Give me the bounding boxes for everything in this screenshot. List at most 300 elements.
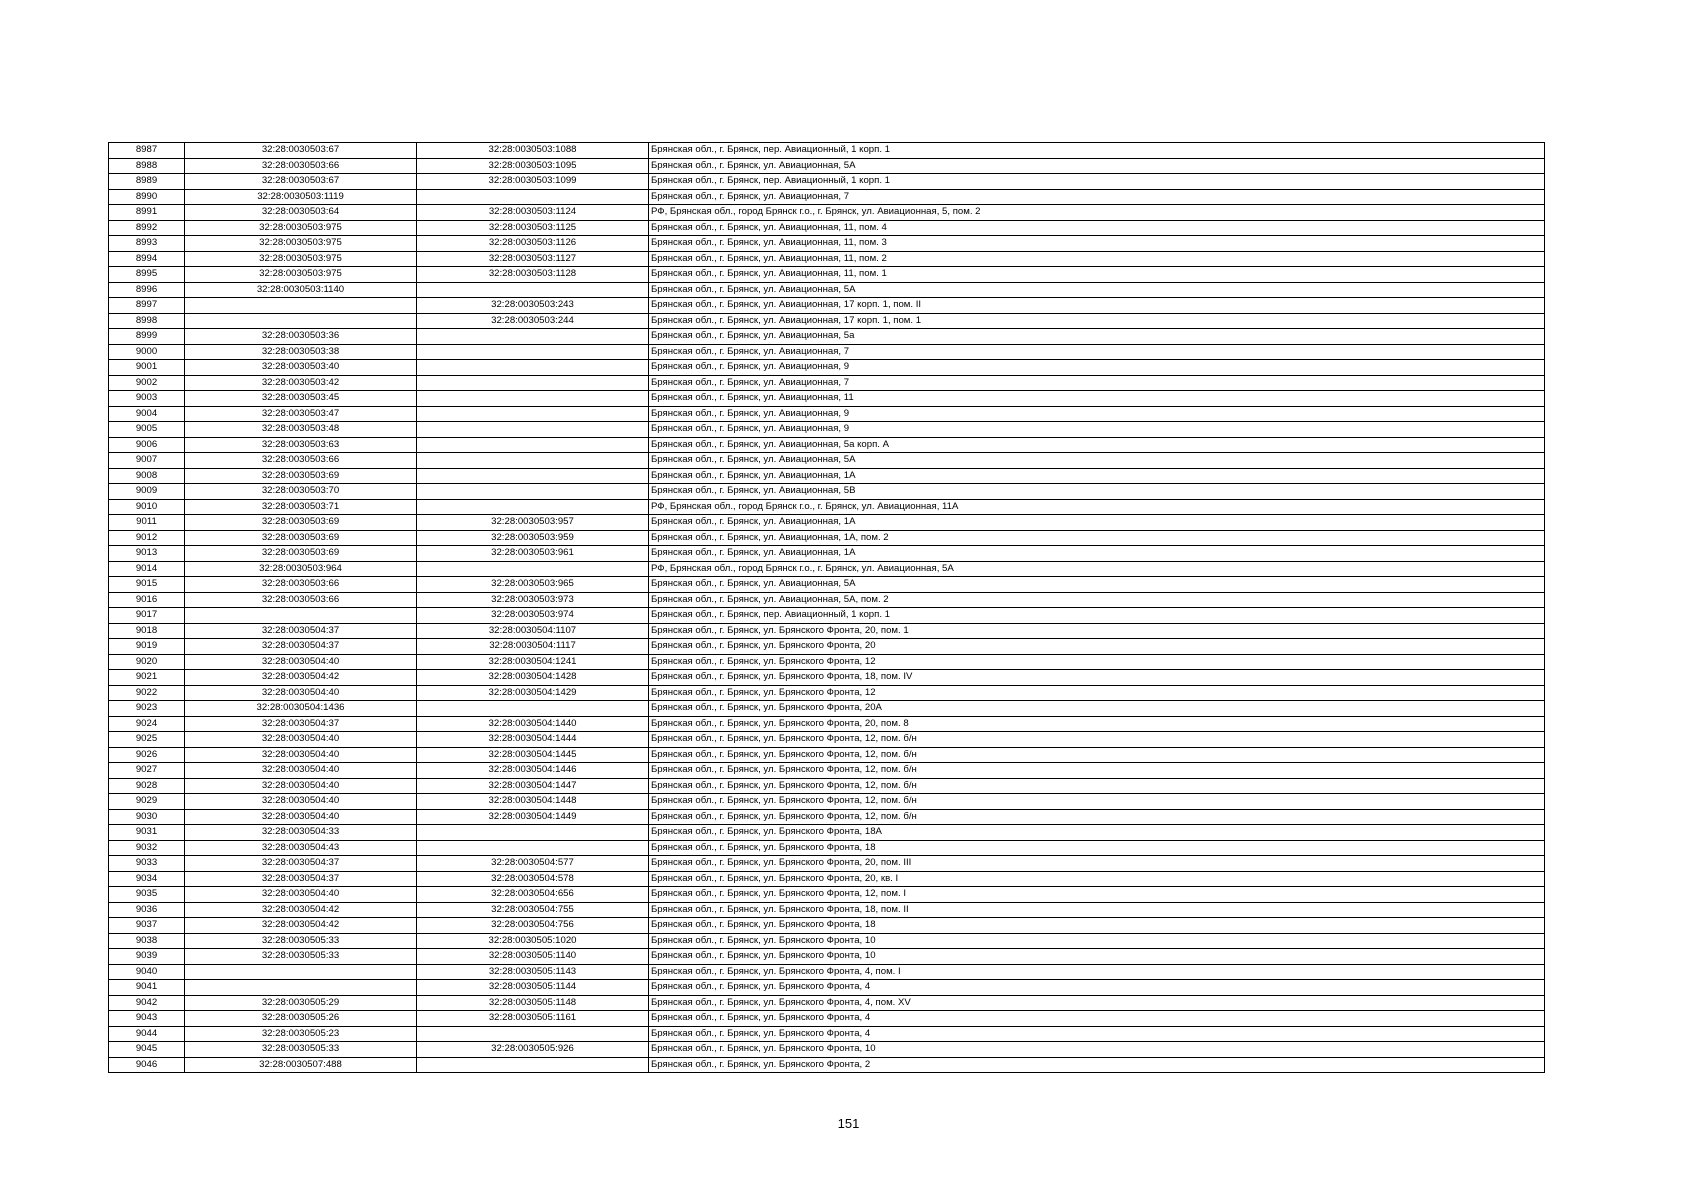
object-cadastral-number-cell: 32:28:0030503:1099 [417, 174, 649, 190]
object-cadastral-number-cell [417, 840, 649, 856]
address-cell: Брянская обл., г. Брянск, ул. Брянского Фронта, 18, пом. II [649, 902, 1545, 918]
address-cell: Брянская обл., г. Брянск, ул. Брянского Фронта, 12, пом. б/н [649, 747, 1545, 763]
address-cell: Брянская обл., г. Брянск, ул. Авиационная, 1А [649, 546, 1545, 562]
address-cell: Брянская обл., г. Брянск, ул. Брянского Фронта, 12, пом. б/н [649, 809, 1545, 825]
row-number-cell: 8998 [109, 313, 185, 329]
row-number-cell: 9009 [109, 484, 185, 500]
land-cadastral-number-cell [185, 964, 417, 980]
land-cadastral-number-cell: 32:28:0030503:63 [185, 437, 417, 453]
table-row [109, 546, 1545, 562]
row-number-cell: 9030 [109, 809, 185, 825]
land-cadastral-number-cell: 32:28:0030503:64 [185, 205, 417, 221]
address-cell: Брянская обл., г. Брянск, ул. Брянского Фронта, 18 [649, 840, 1545, 856]
address-cell: Брянская обл., г. Брянск, ул. Брянского Фронта, 4 [649, 980, 1545, 996]
table-row [109, 391, 1545, 407]
land-cadastral-number-cell: 32:28:0030503:66 [185, 453, 417, 469]
address-cell: Брянская обл., г. Брянск, ул. Брянского Фронта, 18, пом. IV [649, 670, 1545, 686]
object-cadastral-number-cell [417, 1057, 649, 1073]
table-row [109, 732, 1545, 748]
table-row [109, 375, 1545, 391]
table-row [109, 174, 1545, 190]
address-cell: Брянская обл., г. Брянск, ул. Брянского Фронта, 4 [649, 1026, 1545, 1042]
object-cadastral-number-cell [417, 360, 649, 376]
object-cadastral-number-cell [417, 468, 649, 484]
object-cadastral-number-cell [417, 701, 649, 717]
land-cadastral-number-cell: 32:28:0030503:67 [185, 174, 417, 190]
object-cadastral-number-cell: 32:28:0030504:1445 [417, 747, 649, 763]
address-cell: Брянская обл., г. Брянск, пер. Авиационный, 1 корп. 1 [649, 608, 1545, 624]
table-row [109, 856, 1545, 872]
table-row [109, 453, 1545, 469]
address-cell: Брянская обл., г. Брянск, ул. Авиационная, 1А [649, 515, 1545, 531]
object-cadastral-number-cell: 32:28:0030503:1088 [417, 143, 649, 159]
table-row [109, 825, 1545, 841]
address-cell: РФ, Брянская обл., город Брянск г.о., г. Брянск, ул. Авиационная, 5, пом. 2 [649, 205, 1545, 221]
table-row [109, 1057, 1545, 1073]
land-cadastral-number-cell: 32:28:0030503:69 [185, 530, 417, 546]
land-cadastral-number-cell: 32:28:0030504:42 [185, 670, 417, 686]
land-cadastral-number-cell: 32:28:0030505:33 [185, 933, 417, 949]
row-number-cell: 9003 [109, 391, 185, 407]
table-row [109, 794, 1545, 810]
land-cadastral-number-cell: 32:28:0030503:975 [185, 236, 417, 252]
row-number-cell: 9014 [109, 561, 185, 577]
row-number-cell: 9044 [109, 1026, 185, 1042]
table-row [109, 205, 1545, 221]
table-row [109, 933, 1545, 949]
object-cadastral-number-cell [417, 437, 649, 453]
land-cadastral-number-cell: 32:28:0030503:964 [185, 561, 417, 577]
address-cell: Брянская обл., г. Брянск, ул. Авиационная, 11, пом. 1 [649, 267, 1545, 283]
address-cell: Брянская обл., г. Брянск, ул. Авиационная, 1А [649, 468, 1545, 484]
table-row [109, 360, 1545, 376]
object-cadastral-number-cell: 32:28:0030503:1126 [417, 236, 649, 252]
object-cadastral-number-cell: 32:28:0030503:243 [417, 298, 649, 314]
address-cell: Брянская обл., г. Брянск, ул. Авиационная, 17 корп. 1, пом. II [649, 298, 1545, 314]
land-cadastral-number-cell: 32:28:0030503:66 [185, 577, 417, 593]
object-cadastral-number-cell: 32:28:0030504:1428 [417, 670, 649, 686]
table-row [109, 499, 1545, 515]
row-number-cell: 9035 [109, 887, 185, 903]
object-cadastral-number-cell: 32:28:0030505:1140 [417, 949, 649, 965]
address-cell: Брянская обл., г. Брянск, ул. Авиационная, 9 [649, 422, 1545, 438]
land-cadastral-number-cell [185, 298, 417, 314]
land-cadastral-number-cell: 32:28:0030505:26 [185, 1011, 417, 1027]
table-row [109, 344, 1545, 360]
table-row [109, 236, 1545, 252]
row-number-cell: 9013 [109, 546, 185, 562]
row-number-cell: 8989 [109, 174, 185, 190]
row-number-cell: 8990 [109, 189, 185, 205]
object-cadastral-number-cell: 32:28:0030504:1107 [417, 623, 649, 639]
row-number-cell: 9000 [109, 344, 185, 360]
object-cadastral-number-cell: 32:28:0030503:973 [417, 592, 649, 608]
land-cadastral-number-cell: 32:28:0030505:33 [185, 1042, 417, 1058]
row-number-cell: 9018 [109, 623, 185, 639]
row-number-cell: 9011 [109, 515, 185, 531]
row-number-cell: 9026 [109, 747, 185, 763]
object-cadastral-number-cell: 32:28:0030503:959 [417, 530, 649, 546]
address-cell: Брянская обл., г. Брянск, ул. Брянского Фронта, 20, пом. 8 [649, 716, 1545, 732]
table-row [109, 778, 1545, 794]
object-cadastral-number-cell: 32:28:0030504:756 [417, 918, 649, 934]
land-cadastral-number-cell: 32:28:0030503:66 [185, 592, 417, 608]
table-row [109, 995, 1545, 1011]
table-row [109, 515, 1545, 531]
object-cadastral-number-cell: 32:28:0030503:1127 [417, 251, 649, 267]
table-row [109, 809, 1545, 825]
address-cell: Брянская обл., г. Брянск, ул. Брянского Фронта, 12, пом. б/н [649, 794, 1545, 810]
row-number-cell: 9017 [109, 608, 185, 624]
table-row [109, 654, 1545, 670]
object-cadastral-number-cell: 32:28:0030503:1128 [417, 267, 649, 283]
row-number-cell: 8996 [109, 282, 185, 298]
object-cadastral-number-cell [417, 422, 649, 438]
table-row [109, 189, 1545, 205]
land-cadastral-number-cell [185, 608, 417, 624]
address-cell: Брянская обл., г. Брянск, ул. Авиационная, 11 [649, 391, 1545, 407]
table-row [109, 964, 1545, 980]
table-row [109, 716, 1545, 732]
row-number-cell: 9033 [109, 856, 185, 872]
row-number-cell: 9031 [109, 825, 185, 841]
row-number-cell: 9037 [109, 918, 185, 934]
land-cadastral-number-cell: 32:28:0030503:70 [185, 484, 417, 500]
address-cell: Брянская обл., г. Брянск, ул. Авиационная, 1А, пом. 2 [649, 530, 1545, 546]
object-cadastral-number-cell: 32:28:0030503:965 [417, 577, 649, 593]
address-cell: Брянская обл., г. Брянск, ул. Брянского Фронта, 18А [649, 825, 1545, 841]
object-cadastral-number-cell: 32:28:0030505:1020 [417, 933, 649, 949]
table-row [109, 639, 1545, 655]
row-number-cell: 9008 [109, 468, 185, 484]
address-cell: Брянская обл., г. Брянск, ул. Брянского Фронта, 12 [649, 654, 1545, 670]
address-cell: Брянская обл., г. Брянск, ул. Авиационная, 7 [649, 344, 1545, 360]
row-number-cell: 8993 [109, 236, 185, 252]
table-row [109, 1011, 1545, 1027]
land-cadastral-number-cell: 32:28:0030507:488 [185, 1057, 417, 1073]
object-cadastral-number-cell: 32:28:0030504:1117 [417, 639, 649, 655]
table-row [109, 251, 1545, 267]
land-cadastral-number-cell: 32:28:0030503:67 [185, 143, 417, 159]
object-cadastral-number-cell: 32:28:0030504:1241 [417, 654, 649, 670]
row-number-cell: 8994 [109, 251, 185, 267]
table-row [109, 422, 1545, 438]
land-cadastral-number-cell: 32:28:0030503:69 [185, 468, 417, 484]
row-number-cell: 8999 [109, 329, 185, 345]
address-cell: Брянская обл., г. Брянск, ул. Авиационная, 5В [649, 484, 1545, 500]
row-number-cell: 9034 [109, 871, 185, 887]
table-row [109, 747, 1545, 763]
page-number: 151 [837, 1116, 860, 1131]
address-cell: Брянская обл., г. Брянск, ул. Брянского Фронта, 20 [649, 639, 1545, 655]
land-cadastral-number-cell: 32:28:0030504:40 [185, 809, 417, 825]
row-number-cell: 8987 [109, 143, 185, 159]
object-cadastral-number-cell: 32:28:0030504:1448 [417, 794, 649, 810]
address-cell: Брянская обл., г. Брянск, ул. Авиационная, 17 корп. 1, пом. 1 [649, 313, 1545, 329]
object-cadastral-number-cell: 32:28:0030505:1148 [417, 995, 649, 1011]
table-row [109, 902, 1545, 918]
address-cell: Брянская обл., г. Брянск, ул. Брянского Фронта, 4, пом. XV [649, 995, 1545, 1011]
row-number-cell: 9023 [109, 701, 185, 717]
object-cadastral-number-cell: 32:28:0030503:974 [417, 608, 649, 624]
address-cell: Брянская обл., г. Брянск, ул. Авиационная, 11, пом. 3 [649, 236, 1545, 252]
row-number-cell: 9001 [109, 360, 185, 376]
address-cell: Брянская обл., г. Брянск, ул. Авиационная, 7 [649, 375, 1545, 391]
address-cell: Брянская обл., г. Брянск, ул. Брянского Фронта, 12, пом. б/н [649, 778, 1545, 794]
object-cadastral-number-cell: 32:28:0030504:1440 [417, 716, 649, 732]
row-number-cell: 8992 [109, 220, 185, 236]
table-row [109, 763, 1545, 779]
object-cadastral-number-cell: 32:28:0030503:1124 [417, 205, 649, 221]
address-cell: Брянская обл., г. Брянск, ул. Авиационная, 5а [649, 329, 1545, 345]
row-number-cell: 8997 [109, 298, 185, 314]
address-cell: Брянская обл., г. Брянск, ул. Авиационная, 5А [649, 577, 1545, 593]
address-cell: Брянская обл., г. Брянск, пер. Авиационный, 1 корп. 1 [649, 174, 1545, 190]
table-row [109, 267, 1545, 283]
object-cadastral-number-cell [417, 282, 649, 298]
address-cell: Брянская обл., г. Брянск, ул. Авиационная, 5А [649, 282, 1545, 298]
land-cadastral-number-cell: 32:28:0030504:40 [185, 654, 417, 670]
address-cell: Брянская обл., г. Брянск, ул. Брянского Фронта, 12 [649, 685, 1545, 701]
row-number-cell: 9040 [109, 964, 185, 980]
address-cell: Брянская обл., г. Брянск, ул. Брянского Фронта, 10 [649, 933, 1545, 949]
object-cadastral-number-cell [417, 391, 649, 407]
land-cadastral-number-cell: 32:28:0030504:40 [185, 794, 417, 810]
table-row [109, 592, 1545, 608]
object-cadastral-number-cell [417, 825, 649, 841]
table-row [109, 701, 1545, 717]
land-cadastral-number-cell: 32:28:0030503:975 [185, 220, 417, 236]
table-row [109, 561, 1545, 577]
object-cadastral-number-cell: 32:28:0030504:1444 [417, 732, 649, 748]
object-cadastral-number-cell [417, 499, 649, 515]
address-cell: Брянская обл., г. Брянск, ул. Брянского Фронта, 12, пом. б/н [649, 732, 1545, 748]
address-cell: Брянская обл., г. Брянск, ул. Брянского Фронта, 18 [649, 918, 1545, 934]
land-cadastral-number-cell: 32:28:0030503:69 [185, 515, 417, 531]
address-cell: Брянская обл., г. Брянск, ул. Брянского Фронта, 4, пом. I [649, 964, 1545, 980]
table-row [109, 406, 1545, 422]
land-cadastral-number-cell: 32:28:0030503:40 [185, 360, 417, 376]
land-cadastral-number-cell: 32:28:0030503:48 [185, 422, 417, 438]
row-number-cell: 9002 [109, 375, 185, 391]
row-number-cell: 9024 [109, 716, 185, 732]
row-number-cell: 9025 [109, 732, 185, 748]
object-cadastral-number-cell: 32:28:0030503:1095 [417, 158, 649, 174]
land-cadastral-number-cell: 32:28:0030504:42 [185, 902, 417, 918]
table-row [109, 949, 1545, 965]
object-cadastral-number-cell: 32:28:0030504:1447 [417, 778, 649, 794]
table-row [109, 313, 1545, 329]
table-row [109, 484, 1545, 500]
row-number-cell: 8988 [109, 158, 185, 174]
address-cell: Брянская обл., г. Брянск, ул. Авиационная, 9 [649, 406, 1545, 422]
table-row [109, 143, 1545, 159]
land-cadastral-number-cell: 32:28:0030503:38 [185, 344, 417, 360]
land-cadastral-number-cell: 32:28:0030503:69 [185, 546, 417, 562]
row-number-cell: 9007 [109, 453, 185, 469]
land-cadastral-number-cell: 32:28:0030504:37 [185, 716, 417, 732]
land-cadastral-number-cell: 32:28:0030504:40 [185, 763, 417, 779]
address-cell: Брянская обл., г. Брянск, ул. Авиационная, 11, пом. 4 [649, 220, 1545, 236]
object-cadastral-number-cell: 32:28:0030504:577 [417, 856, 649, 872]
land-cadastral-number-cell: 32:28:0030503:42 [185, 375, 417, 391]
land-cadastral-number-cell: 32:28:0030505:23 [185, 1026, 417, 1042]
address-cell: Брянская обл., г. Брянск, ул. Брянского Фронта, 4 [649, 1011, 1545, 1027]
row-number-cell: 9020 [109, 654, 185, 670]
object-cadastral-number-cell [417, 406, 649, 422]
row-number-cell: 9012 [109, 530, 185, 546]
table-row [109, 1042, 1545, 1058]
row-number-cell: 9004 [109, 406, 185, 422]
row-number-cell: 8995 [109, 267, 185, 283]
table-row [109, 158, 1545, 174]
object-cadastral-number-cell: 32:28:0030505:1143 [417, 964, 649, 980]
row-number-cell: 9015 [109, 577, 185, 593]
row-number-cell: 9006 [109, 437, 185, 453]
land-cadastral-number-cell: 32:28:0030503:66 [185, 158, 417, 174]
address-cell: РФ, Брянская обл., город Брянск г.о., г. Брянск, ул. Авиационная, 5А [649, 561, 1545, 577]
table-row [109, 871, 1545, 887]
table-row [109, 468, 1545, 484]
object-cadastral-number-cell: 32:28:0030504:578 [417, 871, 649, 887]
row-number-cell: 9046 [109, 1057, 185, 1073]
object-cadastral-number-cell: 32:28:0030504:1449 [417, 809, 649, 825]
land-cadastral-number-cell: 32:28:0030503:36 [185, 329, 417, 345]
table-row [109, 685, 1545, 701]
land-cadastral-number-cell: 32:28:0030504:40 [185, 732, 417, 748]
address-cell: Брянская обл., г. Брянск, ул. Брянского Фронта, 20, пом. 1 [649, 623, 1545, 639]
address-cell: Брянская обл., г. Брянск, пер. Авиационный, 1 корп. 1 [649, 143, 1545, 159]
table-row [109, 887, 1545, 903]
table-row [109, 1026, 1545, 1042]
land-cadastral-number-cell: 32:28:0030504:40 [185, 685, 417, 701]
table-row [109, 282, 1545, 298]
address-cell: Брянская обл., г. Брянск, ул. Авиационная, 5А, пом. 2 [649, 592, 1545, 608]
object-cadastral-number-cell [417, 484, 649, 500]
land-cadastral-number-cell: 32:28:0030504:37 [185, 639, 417, 655]
table-row [109, 329, 1545, 345]
row-number-cell: 9010 [109, 499, 185, 515]
row-number-cell: 9021 [109, 670, 185, 686]
land-cadastral-number-cell: 32:28:0030504:37 [185, 871, 417, 887]
table-row [109, 220, 1545, 236]
row-number-cell: 9039 [109, 949, 185, 965]
row-number-cell: 9005 [109, 422, 185, 438]
object-cadastral-number-cell: 32:28:0030504:1429 [417, 685, 649, 701]
object-cadastral-number-cell: 32:28:0030503:961 [417, 546, 649, 562]
address-cell: Брянская обл., г. Брянск, ул. Авиационная, 5А [649, 158, 1545, 174]
row-number-cell: 9041 [109, 980, 185, 996]
object-cadastral-number-cell: 32:28:0030503:244 [417, 313, 649, 329]
land-cadastral-number-cell [185, 980, 417, 996]
address-cell: Брянская обл., г. Брянск, ул. Авиационная, 11, пом. 2 [649, 251, 1545, 267]
address-cell: Брянская обл., г. Брянск, ул. Брянского Фронта, 10 [649, 949, 1545, 965]
land-cadastral-number-cell: 32:28:0030504:42 [185, 918, 417, 934]
land-cadastral-number-cell: 32:28:0030504:40 [185, 747, 417, 763]
table-row [109, 918, 1545, 934]
land-cadastral-number-cell: 32:28:0030504:43 [185, 840, 417, 856]
cadastral-table [108, 142, 1545, 1073]
cadastral-table-body [109, 143, 1545, 1073]
object-cadastral-number-cell: 32:28:0030504:755 [417, 902, 649, 918]
address-cell: Брянская обл., г. Брянск, ул. Авиационная, 5А [649, 453, 1545, 469]
address-cell: Брянская обл., г. Брянск, ул. Брянского Фронта, 20А [649, 701, 1545, 717]
row-number-cell: 9043 [109, 1011, 185, 1027]
table-row [109, 298, 1545, 314]
address-cell: Брянская обл., г. Брянск, ул. Брянского Фронта, 20, пом. III [649, 856, 1545, 872]
land-cadastral-number-cell: 32:28:0030504:33 [185, 825, 417, 841]
row-number-cell: 9019 [109, 639, 185, 655]
address-cell: Брянская обл., г. Брянск, ул. Брянского Фронта, 12, пом. I [649, 887, 1545, 903]
land-cadastral-number-cell: 32:28:0030504:37 [185, 856, 417, 872]
row-number-cell: 9016 [109, 592, 185, 608]
table-row [109, 670, 1545, 686]
row-number-cell: 8991 [109, 205, 185, 221]
land-cadastral-number-cell: 32:28:0030505:33 [185, 949, 417, 965]
object-cadastral-number-cell: 32:28:0030504:656 [417, 887, 649, 903]
land-cadastral-number-cell [185, 313, 417, 329]
land-cadastral-number-cell: 32:28:0030503:71 [185, 499, 417, 515]
land-cadastral-number-cell: 32:28:0030503:975 [185, 267, 417, 283]
land-cadastral-number-cell: 32:28:0030504:1436 [185, 701, 417, 717]
land-cadastral-number-cell: 32:28:0030504:37 [185, 623, 417, 639]
row-number-cell: 9022 [109, 685, 185, 701]
row-number-cell: 9029 [109, 794, 185, 810]
row-number-cell: 9038 [109, 933, 185, 949]
address-cell: РФ, Брянская обл., город Брянск г.о., г. Брянск, ул. Авиационная, 11А [649, 499, 1545, 515]
object-cadastral-number-cell [417, 375, 649, 391]
row-number-cell: 9027 [109, 763, 185, 779]
table-row [109, 437, 1545, 453]
row-number-cell: 9028 [109, 778, 185, 794]
object-cadastral-number-cell [417, 1026, 649, 1042]
table-row [109, 608, 1545, 624]
object-cadastral-number-cell [417, 453, 649, 469]
object-cadastral-number-cell: 32:28:0030503:1125 [417, 220, 649, 236]
land-cadastral-number-cell: 32:28:0030503:975 [185, 251, 417, 267]
row-number-cell: 9036 [109, 902, 185, 918]
object-cadastral-number-cell [417, 344, 649, 360]
object-cadastral-number-cell: 32:28:0030505:926 [417, 1042, 649, 1058]
land-cadastral-number-cell: 32:28:0030503:47 [185, 406, 417, 422]
row-number-cell: 9032 [109, 840, 185, 856]
land-cadastral-number-cell: 32:28:0030504:40 [185, 887, 417, 903]
object-cadastral-number-cell: 32:28:0030505:1161 [417, 1011, 649, 1027]
land-cadastral-number-cell: 32:28:0030505:29 [185, 995, 417, 1011]
land-cadastral-number-cell: 32:28:0030504:40 [185, 778, 417, 794]
table-row [109, 577, 1545, 593]
land-cadastral-number-cell: 32:28:0030503:45 [185, 391, 417, 407]
table-row [109, 623, 1545, 639]
address-cell: Брянская обл., г. Брянск, ул. Авиационная, 5а корп. А [649, 437, 1545, 453]
table-row [109, 980, 1545, 996]
address-cell: Брянская обл., г. Брянск, ул. Брянского Фронта, 10 [649, 1042, 1545, 1058]
object-cadastral-number-cell: 32:28:0030503:957 [417, 515, 649, 531]
object-cadastral-number-cell: 32:28:0030504:1446 [417, 763, 649, 779]
land-cadastral-number-cell: 32:28:0030503:1119 [185, 189, 417, 205]
object-cadastral-number-cell: 32:28:0030505:1144 [417, 980, 649, 996]
address-cell: Брянская обл., г. Брянск, ул. Авиационная, 7 [649, 189, 1545, 205]
address-cell: Брянская обл., г. Брянск, ул. Брянского Фронта, 20, кв. I [649, 871, 1545, 887]
row-number-cell: 9045 [109, 1042, 185, 1058]
land-cadastral-number-cell: 32:28:0030503:1140 [185, 282, 417, 298]
object-cadastral-number-cell [417, 561, 649, 577]
table-row [109, 530, 1545, 546]
address-cell: Брянская обл., г. Брянск, ул. Брянского Фронта, 12, пом. б/н [649, 763, 1545, 779]
object-cadastral-number-cell [417, 329, 649, 345]
object-cadastral-number-cell [417, 189, 649, 205]
row-number-cell: 9042 [109, 995, 185, 1011]
